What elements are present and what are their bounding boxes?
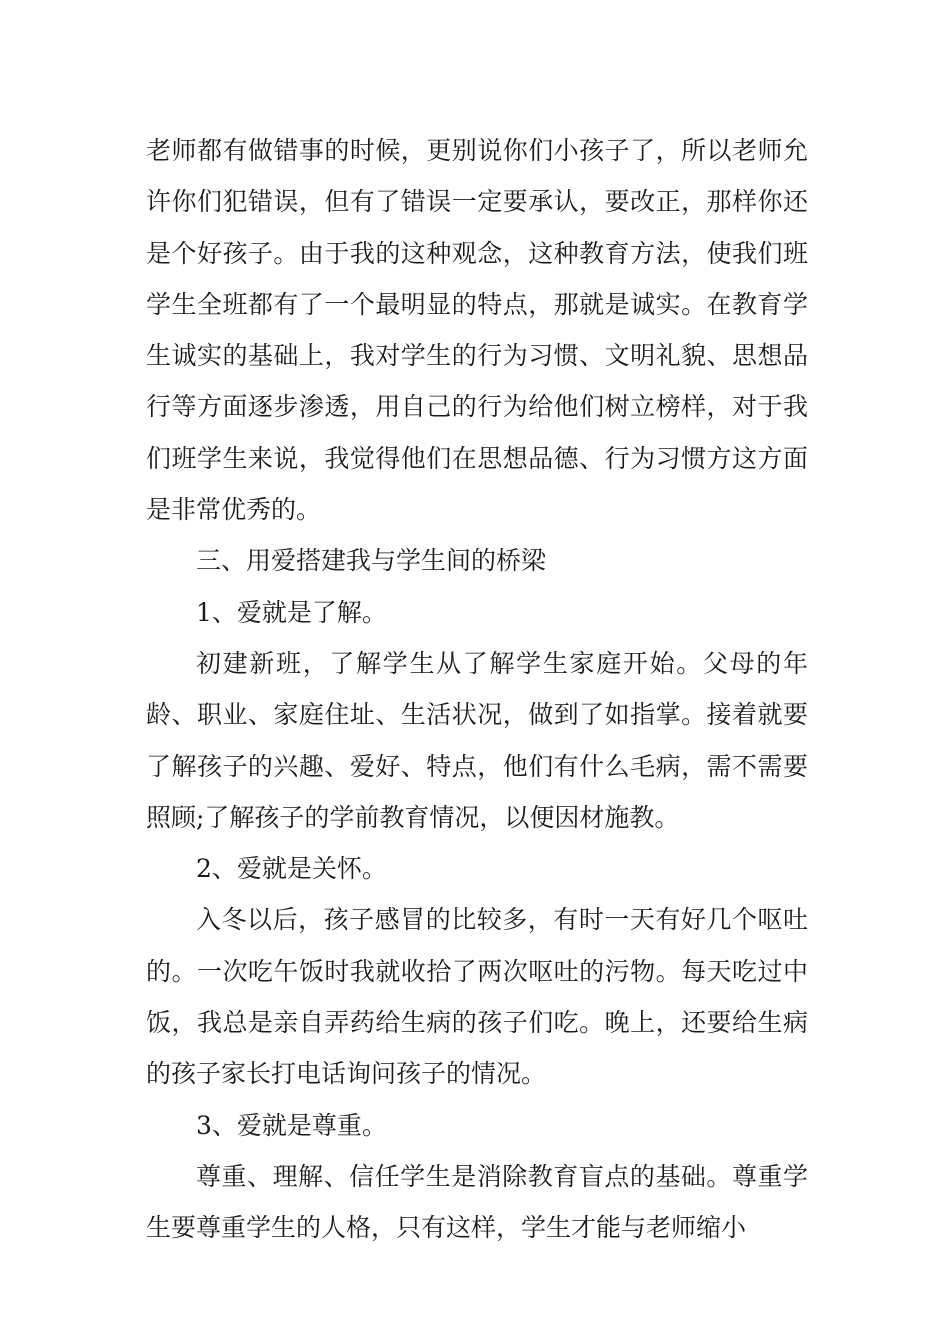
document-body [146,125,808,1254]
paragraph-respect: 尊重、理解、信任学生是消除教育盲点的基础。尊重学生要尊重学生的人格，只有这样，学生才能与老师缩小 [146,1161,808,1243]
section-heading-bridge: 三、用爱搭建我与学生间的桥梁 [196,546,547,576]
paragraph-care: 入冬以后，孩子感冒的比较多，有时一天有好几个呕吐的。一次吃午饭时我就收拾了两次呕吐的污物。每天吃过中饭，我总是亲自弄药给生病的孩子们吃。晚上，还要给生病的孩子家长打电话询问孩子的情况。 [146,905,808,1089]
subheading-love-is-respect: 3、爱就是尊重。 [196,1110,387,1140]
paragraph-honesty-continued: 老师都有做错事的时候，更别说你们小孩子了，所以老师允许你们犯错误，但有了错误一定要承认，要改正，那样你还是个好孩子。由于我的这种观念，这种教育方法，使我们班学生全班都有了一个最明显的特点，那就是诚实。在教育学生诚实的基础上，我对学生的行为习惯、文明礼貌、思想品行等方面逐步渗透，用自己的行为给他们树立榜样，对于我们班学生来说，我觉得他们在思想品德、行为习惯方这方面是非常优秀的。 [146,136,808,525]
subheading-love-is-care: 2、爱就是关怀。 [196,854,387,884]
paragraph-understanding: 初建新班，了解学生从了解学生家庭开始。父母的年龄、职业、家庭住址、生活状况，做到了如指掌。接着就要了解孩子的兴趣、爱好、特点，他们有什么毛病，需不需要照顾;了解孩子的学前教育情况，以便因材施教。 [146,648,808,832]
subheading-love-is-understanding: 1、爱就是了解。 [196,597,387,627]
